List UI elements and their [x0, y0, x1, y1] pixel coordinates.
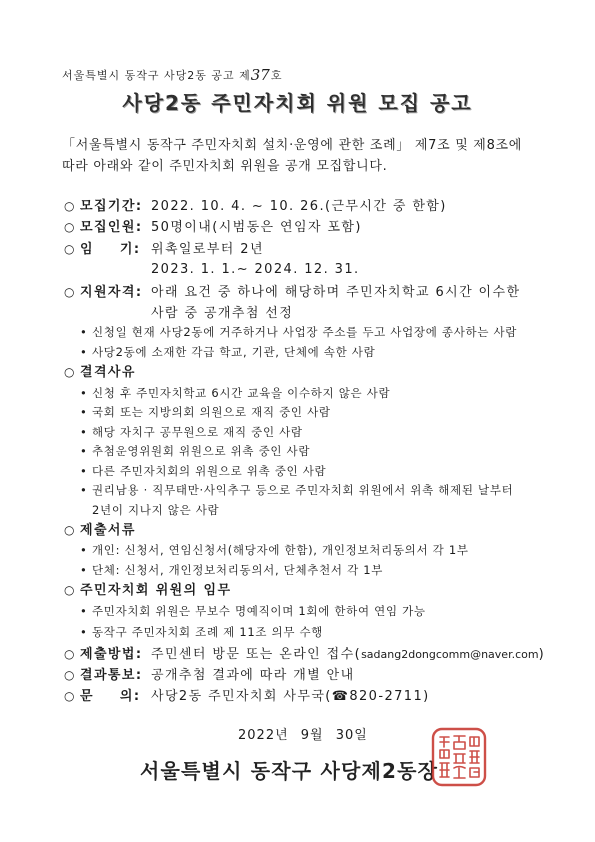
list-item-text: 신청일 현재 사당2동에 거주하거나 사업장 주소를 두고 사업장에 종사하는 사람: [92, 325, 518, 339]
section-recruit-count: [64, 220, 362, 236]
section-label: 주민자치회 위원의 임무: [80, 583, 232, 598]
list-item: [80, 346, 375, 360]
section-term: [64, 242, 264, 258]
list-item-text: 추첨운영위원회 위원으로 위촉 중인 사람: [92, 444, 311, 458]
section-value-continued: 2023. 1. 1.~ 2024. 12. 31.: [151, 262, 360, 277]
bullet-dot-icon: •: [80, 604, 87, 618]
bullet-dot-icon: •: [80, 405, 87, 419]
circle-marker-icon: ○: [64, 647, 75, 661]
bullet-dot-icon: •: [80, 386, 87, 400]
notice-number-prefix: 서울특별시 동작구 사당2동 공고 제: [62, 69, 251, 82]
list-item: [80, 445, 310, 459]
section-value: 공개추첨 결과에 따라 개별 안내: [151, 668, 355, 683]
section-disqualification: [64, 365, 136, 381]
notice-number-handwritten: 37: [250, 66, 270, 84]
bullet-dot-icon: •: [80, 464, 87, 478]
section-label: 제출서류: [80, 523, 136, 538]
circle-marker-icon: ○: [64, 199, 75, 213]
section-label: 모집기간:: [80, 199, 143, 214]
circle-marker-icon: ○: [64, 242, 75, 256]
circle-marker-icon: ○: [64, 365, 75, 379]
list-item: [80, 605, 426, 619]
section-label: 임 기:: [80, 242, 141, 257]
circle-marker-icon: ○: [64, 668, 75, 682]
list-item: [80, 387, 390, 401]
section-value: 사당2동 주민자치회 사무국(☎820-2711): [151, 689, 430, 704]
notice-number: [62, 65, 282, 83]
section-value: 아래 요건 중 하나에 해당하며 주민자치학교 6시간 이수한: [151, 285, 521, 300]
section-value-end: ): [538, 647, 546, 662]
list-item: [80, 564, 383, 578]
list-item: [80, 406, 331, 420]
list-item: [80, 326, 517, 340]
list-item: [80, 465, 326, 479]
bullet-dot-icon: •: [80, 483, 87, 497]
bullet-dot-icon: •: [80, 425, 87, 439]
intro-line-1: 「서울특별시 동작구 주민자치회 설치·운영에 관한 조례」 제7조 및 제8조에: [62, 138, 523, 153]
section-inquiry: [64, 689, 430, 705]
notice-title: 사당2동 주민자치회 위원 모집 공고: [122, 91, 473, 115]
section-label: 결격사유: [80, 365, 136, 380]
list-item: [80, 626, 323, 640]
list-item-text: 개인: 신청서, 연임신청서(해당자에 한함), 개인정보처리동의서 각 1부: [92, 543, 469, 557]
section-label: 모집인원:: [80, 220, 143, 235]
intro-line-2: 따라 아래와 같이 주민자치회 위원을 공개 모집합니다.: [62, 159, 388, 174]
notice-number-suffix: 호: [270, 69, 283, 82]
circle-marker-icon: ○: [64, 220, 75, 234]
list-item: [80, 544, 469, 558]
official-seal: [430, 726, 488, 788]
list-item-text: 다른 주민자치회의 위원으로 위촉 중인 사람: [92, 464, 327, 478]
list-item-text: 단체: 신청서, 개인정보처리동의서, 단체추천서 각 1부: [92, 563, 384, 577]
circle-marker-icon: ○: [64, 523, 75, 537]
circle-marker-icon: ○: [64, 583, 75, 597]
bullet-dot-icon: •: [80, 345, 87, 359]
list-item-text: 신청 후 주민자치학교 6시간 교육을 이수하지 않은 사람: [92, 386, 391, 400]
section-label: 지원자격:: [80, 285, 143, 300]
list-item-text: 동작구 주민자치회 조례 제 11조 의무 수행: [92, 625, 324, 639]
bullet-dot-icon: •: [80, 563, 87, 577]
bullet-dot-icon: •: [80, 543, 87, 557]
list-item-text-continued: 2년이 지나지 않은 사람: [92, 503, 220, 517]
bullet-dot-icon: •: [80, 325, 87, 339]
section-value: 2022. 10. 4. ~ 10. 26.(근무시간 중 한함): [151, 199, 447, 214]
list-item: [80, 484, 513, 498]
issuer-name: 서울특별시 동작구 사당제2동장: [140, 759, 439, 783]
list-item: [80, 426, 303, 440]
section-value: 주민센터 방문 또는 온라인 접수(: [151, 647, 362, 662]
section-documents: [64, 523, 136, 539]
circle-marker-icon: ○: [64, 285, 75, 299]
section-label: 제출방법:: [80, 647, 143, 662]
list-item-text: 주민자치회 위원은 무보수 명예직이며 1회에 한하여 연임 가능: [92, 604, 426, 618]
section-result-notice: [64, 668, 355, 684]
list-item-text: 권리남용 · 직무태만·사익추구 등으로 주민자치회 위원에서 위촉 해제된 날부터: [92, 483, 514, 497]
section-eligibility: [64, 285, 520, 301]
circle-marker-icon: ○: [64, 689, 75, 703]
bullet-dot-icon: •: [80, 625, 87, 639]
section-value: 50명이내(시범동은 연임자 포함): [151, 220, 362, 235]
section-submission-method: [64, 647, 545, 663]
section-recruit-period: [64, 199, 447, 215]
section-value: 위촉일로부터 2년: [151, 242, 264, 257]
section-label: 결과통보:: [80, 668, 143, 683]
list-item-text: 해당 자치구 공무원으로 재직 중인 사람: [92, 425, 303, 439]
notice-date: 2022년 9월 30일: [238, 728, 368, 743]
section-label: 문 의:: [80, 689, 141, 704]
section-duties: [64, 583, 231, 599]
bullet-dot-icon: •: [80, 444, 87, 458]
list-item-text: 국회 또는 지방의회 의원으로 재직 중인 사람: [92, 405, 331, 419]
list-item-text: 사당2동에 소재한 각급 학교, 기관, 단체에 속한 사람: [92, 345, 376, 359]
contact-email: sadang2dongcomm@naver.com: [361, 648, 539, 661]
section-value-continued: 사람 중 공개추첨 선정: [151, 306, 294, 321]
